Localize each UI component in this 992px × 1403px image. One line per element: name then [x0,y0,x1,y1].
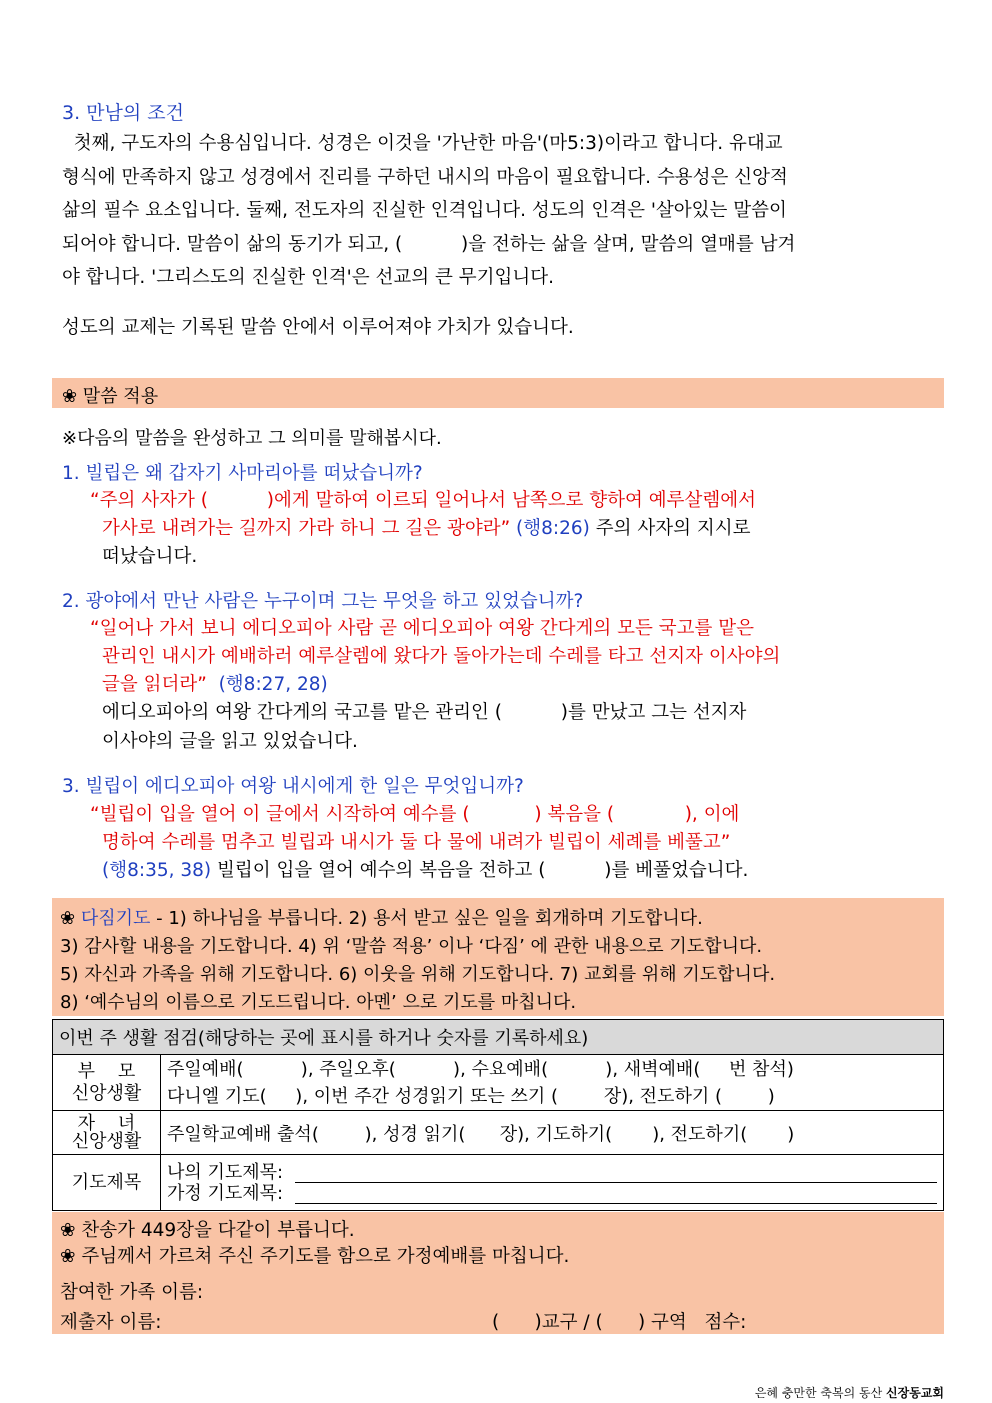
parents-checklist-line: 다니엘 기도( ), 이번 주간 성경읽기 또는 쓰기 ( 장), 전도하기 ( ) [167,1085,775,1107]
conclusion-text: 성도의 교제는 기록된 말씀 안에서 이루어져야 가치가 있습니다. [62,317,574,338]
closing-box [52,1212,944,1334]
hymn-text: ❀ 찬송가 449장을 다같이 부릅니다. [60,1220,355,1241]
checklist-header: 이번 주 생활 점검(해당하는 곳에 표시를 하거나 숫자를 기록하세요) [53,1020,944,1055]
q1-quote-line: 가사로 내려가는 길까지 가라 하니 그 길은 광야라” [102,518,511,539]
application-header-label: ❀ 말씀 적용 [62,386,159,407]
family-names-label[interactable]: 참여한 가족 이름: [60,1282,204,1303]
q3-answer: 빌립이 입을 열어 예수의 복음을 전하고 ( )를 베풀었습니다. [211,860,749,881]
q2-answer-line: 에디오피아의 여왕 간다게의 국고를 맡은 관리인 ( )를 만났고 그는 선지자 [102,702,747,723]
q2-quote-ref-line [102,670,328,696]
prayer-step: - 1) 하나님을 부릅니다. 2) 용서 받고 싶은 일을 회개하며 기도합니다. [150,908,703,929]
family-prayer-input[interactable] [295,1191,937,1204]
q2-reference: (행8:27, 28) [206,674,328,695]
q1-answer-line: 떠났습니다. [102,546,198,567]
paragraph-line: 삶의 필수 요소입니다. 둘째, 전도자의 진실한 인격입니다. 성도의 인격은 '살아있는 말씀이 [62,200,787,221]
q1-reference: (행8:26) [510,518,590,539]
paragraph-line: 형식에 만족하지 않고 성경에서 진리를 구하던 내시의 마음이 필요합니다. 수용성은 신앙적 [62,166,788,188]
prayer-box [52,898,944,1016]
instruction-text: ※다음의 말씀을 완성하고 그 의미를 말해봅시다. [62,428,442,449]
section-title: 3. 만남의 조건 [62,102,184,124]
prayer-line-2: 3) 감사할 내용을 기도합니다. 4) 위 ‘말씀 적용’ 이나 ‘다짐’ 에 관한 내용으로 기도합니다. [60,936,763,957]
q2-quote-line: “일어나 가서 보니 에디오피아 사람 곧 에디오피아 여왕 간다게의 모든 국고를 맡은 [90,618,755,639]
my-prayer-label: 나의 기도제목: [167,1161,284,1183]
my-prayer-input[interactable] [295,1170,937,1183]
submitter-label[interactable]: 제출자 이름: [60,1312,162,1333]
parents-checklist-line: 주일예배( ), 주일오후( ), 수요예배( ), 새벽예배( 번 참석) [167,1058,794,1080]
footer [755,1384,944,1401]
family-prayer-label: 가정 기도제목: [167,1182,284,1204]
family-prayer-row [167,1183,937,1204]
children-label-line: 자 녀 [77,1112,136,1134]
prayer-line-4: 8) ‘예수님의 이름으로 기도드립니다. 아멘’ 으로 기도를 마칩니다. [60,992,577,1013]
paragraph-line: 되어야 합니다. 말씀이 삶의 동기가 되고, ( )을 전하는 삶을 살며, 말씀의 열매를 남겨 [62,233,796,255]
footer-slogan: 은혜 충만한 축복의 동산 [754,1386,883,1400]
prayer-title: 다짐기도 [80,908,151,929]
q1-answer: 주의 사자의 지시로 [589,518,751,539]
application-header [52,378,944,408]
prayer-line-1 [60,904,703,930]
church-logo: 신장동교회 [886,1386,944,1400]
my-prayer-row [167,1162,937,1183]
prayer-topics-label: 기도제목 [53,1155,161,1211]
q3-quote-line: 명하여 수레를 멈추고 빌립과 내시가 둘 다 물에 내려가 빌립이 세례를 베풀고” [102,832,731,853]
q2-quote-line: 관리인 내시가 예배하러 예루살렘에 왔다가 돌아가는데 수레를 타고 선지자 이사야의 [102,646,781,667]
q3-reference: (행8:35, 38) [102,860,212,881]
q3-ref-answer-line [102,856,748,882]
q2-quote-line: 글을 읽더라” [102,674,207,695]
lords-prayer-text: ❀ 주님께서 가르쳐 주신 주기도를 함으로 가정예배를 마칩니다. [60,1246,570,1267]
district-field[interactable]: ( )교구 / ( ) 구역 점수: [492,1312,747,1333]
parents-label [53,1055,161,1111]
parents-label-line: 신앙생활 [71,1082,142,1104]
children-label-line: 신앙생활 [71,1130,142,1152]
life-checklist-table [52,1019,944,1211]
prayer-topics[interactable] [161,1155,944,1211]
question-2: 2. 광야에서 만난 사람은 누구이며 그는 무엇을 하고 있었습니까? [62,591,584,612]
parents-checklist[interactable] [161,1055,944,1111]
children-checklist[interactable]: 주일학교예배 출석( ), 성경 읽기( 장), 기도하기( ), 전도하기( ) [161,1111,944,1155]
q1-quote-line: “주의 사자가 ( )에게 말하여 이르되 일어나서 남쪽으로 향하여 예루살렘에서 [90,490,757,511]
q3-quote-line: “빌립이 입을 열어 이 글에서 시작하여 예수를 ( ) 복음을 ( ), 이에 [90,804,740,825]
section-paragraph [62,127,937,295]
question-1: 1. 빌립은 왜 갑자기 사마리아를 떠났습니까? [62,463,423,484]
flower-icon: ❀ [60,908,81,929]
paragraph-line: 첫째, 구도자의 수용심입니다. 성경은 이것을 '가난한 마음'(마5:3)이라고 합니다. 유대교 [62,133,783,154]
children-label [53,1111,161,1155]
prayer-line-3: 5) 자신과 가족을 위해 기도합니다. 6) 이웃을 위해 기도합니다. 7) 교회를 위해 기도합니다. [60,964,776,985]
q2-answer-line: 이사야의 글을 읽고 있었습니다. [102,731,358,752]
paragraph-line: 야 합니다. '그리스도의 진실한 인격'은 선교의 큰 무기입니다. [62,267,555,288]
q1-quote-answer-line [102,514,751,540]
question-3: 3. 빌립이 에디오피아 여왕 내시에게 한 일은 무엇입니까? [62,776,524,797]
parents-label-line: 부 모 [77,1060,136,1082]
